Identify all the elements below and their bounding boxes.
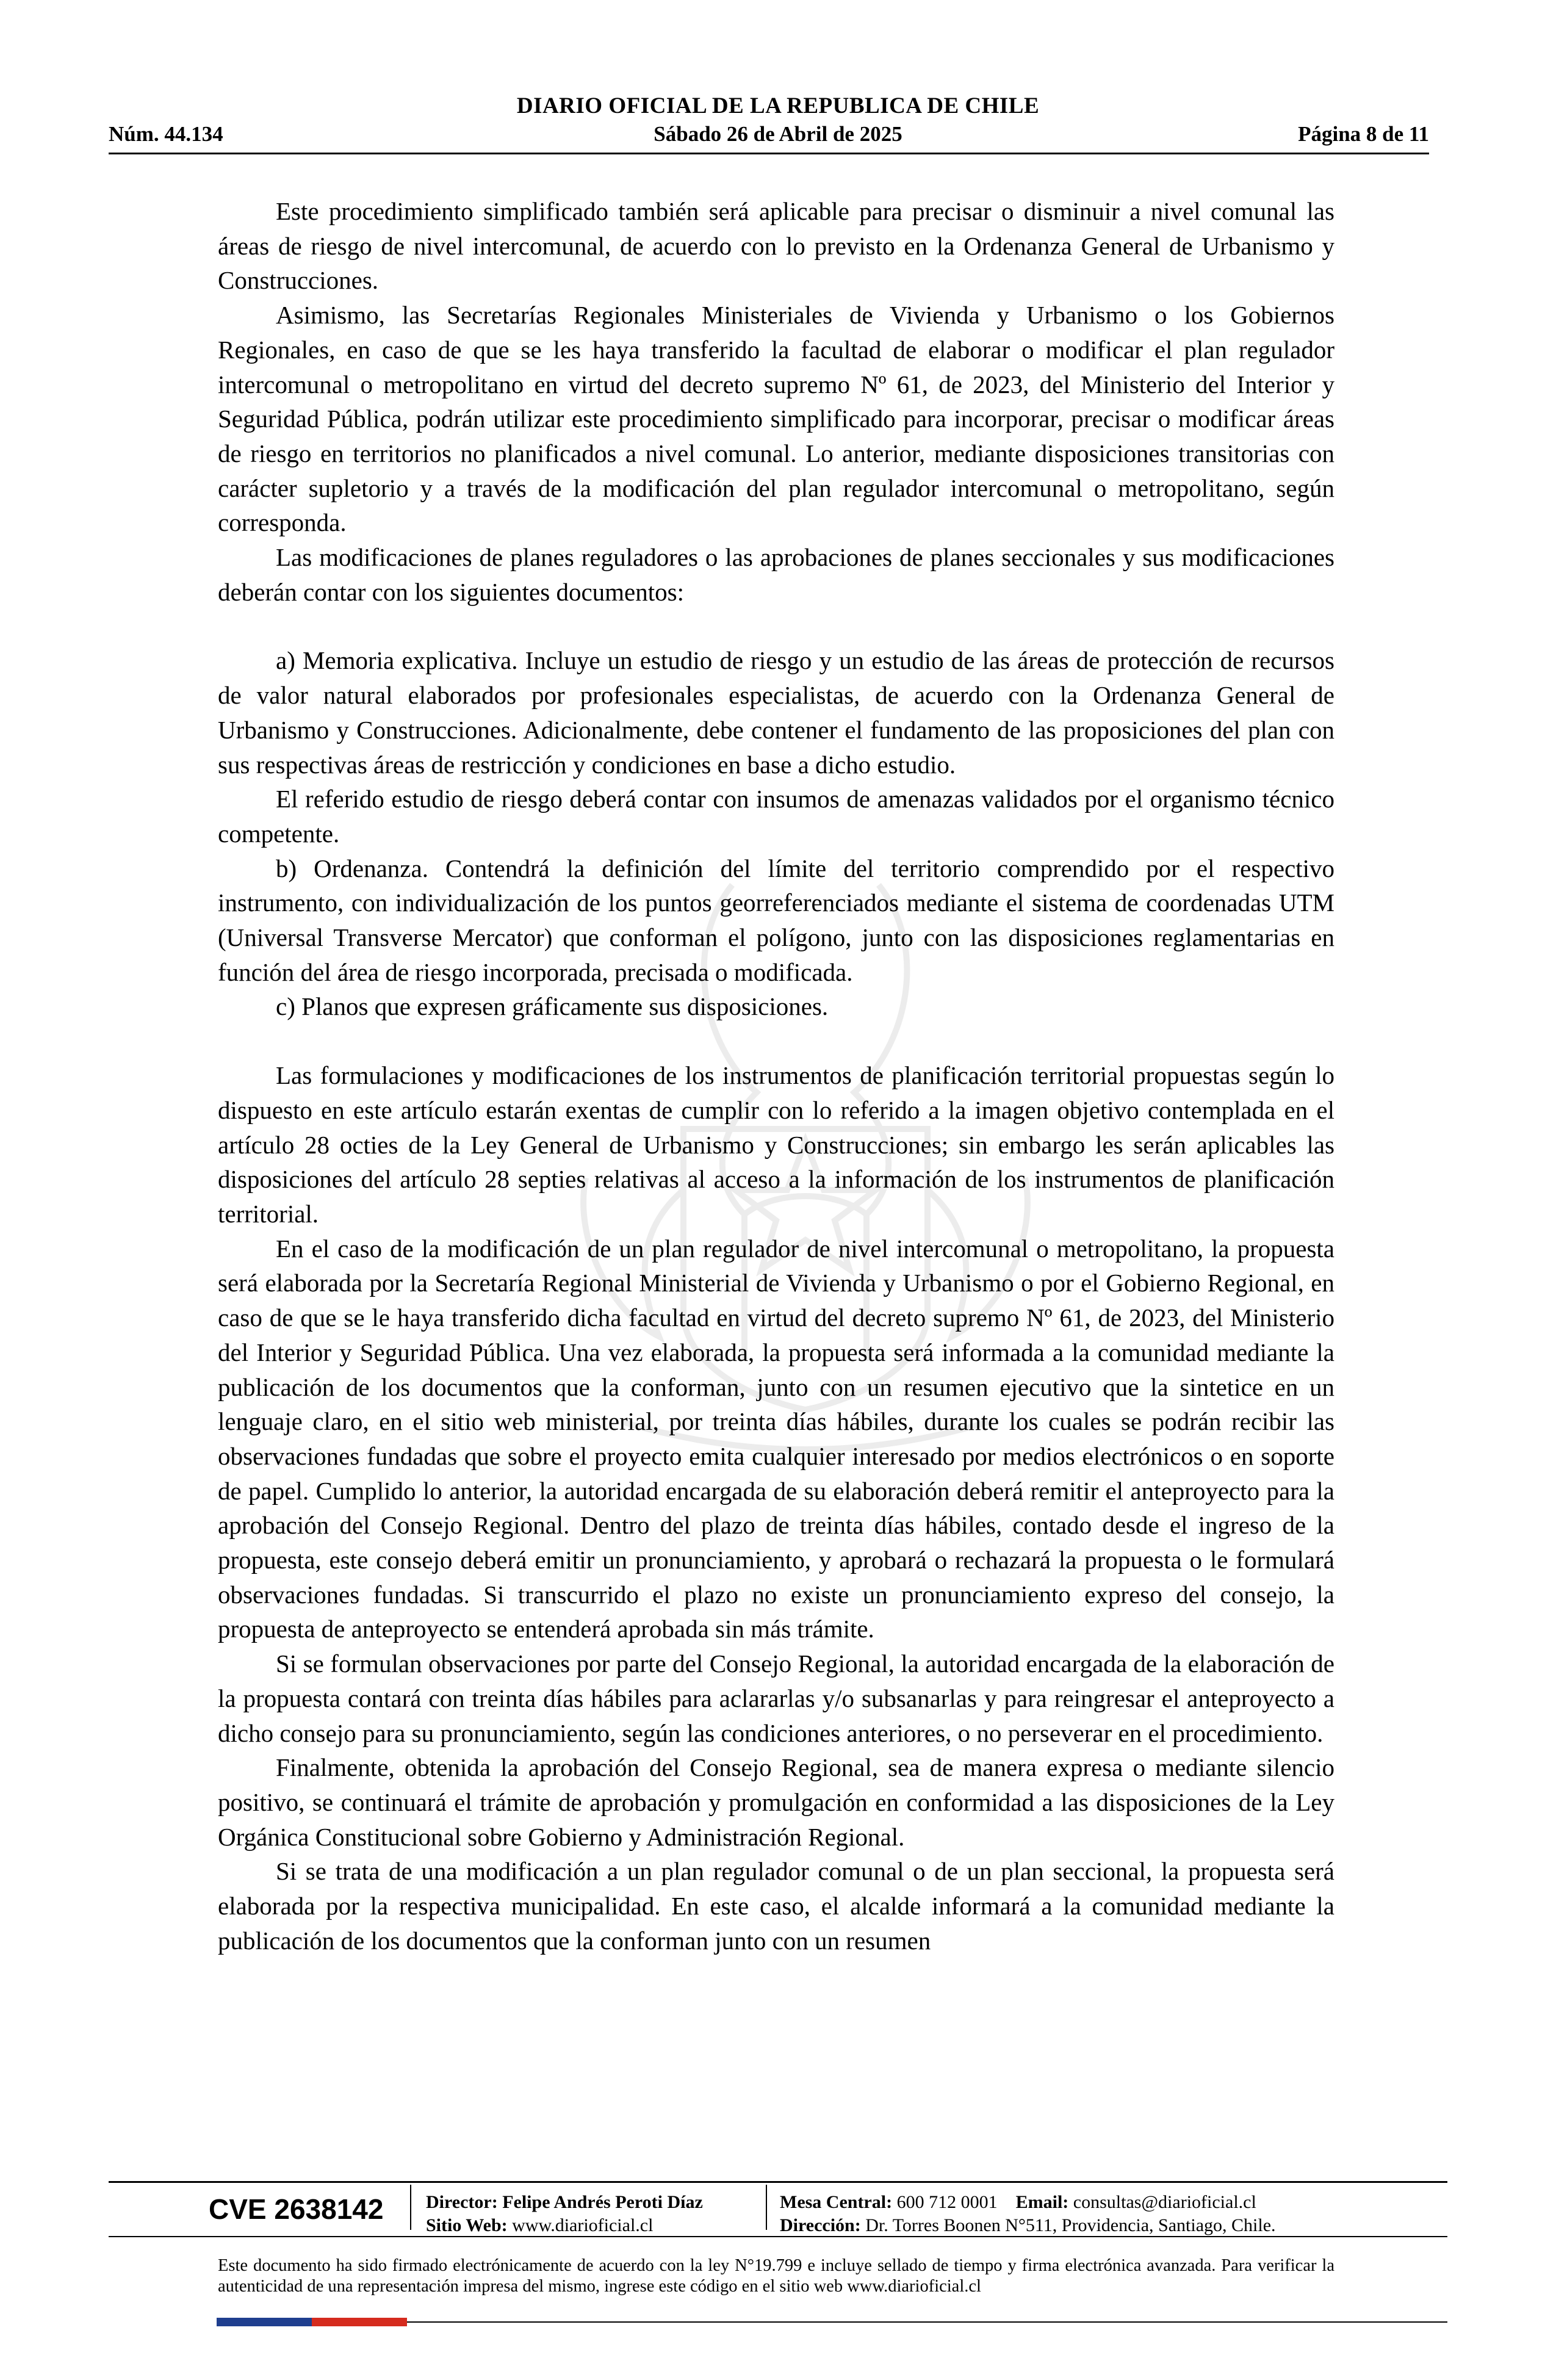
email-label: Email:	[1015, 2192, 1069, 2212]
flag-stripe	[217, 2318, 407, 2326]
email-link[interactable]: consultas@diarioficial.cl	[1073, 2192, 1256, 2212]
director-name: Felipe Andrés Peroti Díaz	[502, 2192, 703, 2212]
footer-separator	[766, 2185, 767, 2230]
footer-director-block	[426, 2191, 703, 2237]
flag-blue-stripe	[217, 2318, 312, 2326]
footer-divider-bottom	[407, 2321, 1447, 2323]
address-label: Dirección:	[780, 2215, 861, 2235]
page-number: Página 8 de 11	[1298, 122, 1429, 146]
address-value: Dr. Torres Boonen N°511, Providencia, Santiago, Chile.	[865, 2215, 1276, 2235]
footer-divider-top	[109, 2181, 1447, 2183]
paragraph: Si se formulan observaciones por parte del Consejo Regional, la autoridad encargada de la elaboración de la propuesta contará con treinta días hábiles para aclararlas y/o subsanarlas y para reingresar el anteproyecto a dicho consejo para su pronunciamiento, según las condiciones anteriores, o no perseverar en el procedimiento.	[218, 1650, 1334, 1747]
mesa-label: Mesa Central:	[780, 2192, 893, 2212]
footer-separator	[410, 2185, 411, 2230]
paragraph: b) Ordenanza. Contendrá la definición del límite del territorio comprendido por el respectivo instrumento, con individualización de los puntos georreferenciados mediante el sistema de coordenadas UTM (Universal Transverse Mercator) que conforman el polígono, junto con las disposiciones reglamentarias en función del área de riesgo incorporada, precisada o modificada.	[218, 854, 1334, 986]
footer-divider-mid	[109, 2236, 1447, 2237]
paragraph: En el caso de la modificación de un plan regulador de nivel intercomunal o metropolitano, la propuesta será elaborada por la Secretaría Regional Ministerial de Vivienda y Urbanismo o por el Gobierno Regional, en caso de que se le haya transferido dicha facultad en virtud del decreto supremo Nº 61, de 2023, del Ministerio del Interior y Seguridad Pública. Una vez elaborada, la propuesta será informada a la comunidad mediante la publicación de los documentos que la conforman, junto con un resumen ejecutivo que la sintetice en un lenguaje claro, en el sitio web ministerial, por treinta días hábiles, durante los cuales se podrán recibir las observaciones fundadas que sobre el proyecto emita cualquier interesado por medios electrónicos o en soporte de papel. Cumplido lo anterior, la autoridad encargada de su elaboración deberá remitir el anteproyecto para la aprobación del Consejo Regional. Dentro del plazo de treinta días hábiles, contado desde el ingreso de la propuesta, este consejo deberá emitir un pronunciamiento, y aprobará o rechazará la propuesta o le formulará observaciones fundadas. Si transcurrido el plazo no existe un pronunciamiento expreso del consejo, la propuesta de anteproyecto se entenderá aprobada sin más trámite.	[218, 1234, 1334, 1643]
paragraph: c) Planos que expresen gráficamente sus disposiciones.	[276, 992, 829, 1021]
paragraph: Las formulaciones y modificaciones de los instrumentos de planificación territorial propuestas según lo dispuesto en este artículo estarán exentas de cumplir con lo referido a la imagen objetivo contemplada en el artículo 28 octies de la Ley General de Urbanismo y Construcciones; sin embargo les serán aplicables las disposiciones del artículo 28 septies relativas al acceso a la información de los instrumentos de planificación territorial.	[218, 1061, 1334, 1228]
issue-number: Núm. 44.134	[109, 122, 223, 146]
paragraph: Finalmente, obtenida la aprobación del Consejo Regional, sea de manera expresa o mediante silencio positivo, se continuará el trámite de aprobación y promulgación en conformidad a las disposiciones de la Ley Orgánica Constitucional sobre Gobierno y Administración Regional.	[218, 1753, 1334, 1851]
site-label: Sitio Web:	[426, 2215, 508, 2235]
newspaper-title: DIARIO OFICIAL DE LA REPUBLICA DE CHILE	[516, 93, 1040, 118]
footer-contact-block	[780, 2191, 1276, 2237]
paragraph: Si se trata de una modificación a un plan regulador comunal o de un plan seccional, la propuesta será elaborada por la respectiva municipalidad. En este caso, el alcalde informará a la comunidad mediante la publicación de los documentos que la conforman junto con un resumen	[218, 1857, 1334, 1955]
director-label: Director:	[426, 2192, 498, 2212]
paragraph: Este procedimiento simplificado también será aplicable para precisar o disminuir a nivel comunal las áreas de riesgo de nivel intercomunal, de acuerdo con lo previsto en la Ordenanza General de Urbanismo y Construcciones.	[218, 197, 1334, 295]
paragraph: Las modificaciones de planes reguladores o las aprobaciones de planes seccionales y sus modificaciones deberán contar con los siguientes documentos:	[218, 543, 1334, 606]
article-body	[218, 194, 1334, 1958]
paragraph: Asimismo, las Secretarías Regionales Ministeriales de Vivienda y Urbanismo o los Gobiernos Regionales, en caso de que se les haya transferido la facultad de elaborar o modificar el plan regulador intercomunal o metropolitano en virtud del decreto supremo Nº 61, de 2023, del Ministerio del Interior y Seguridad Pública, podrán utilizar este procedimiento simplificado para incorporar, precisar o modificar áreas de riesgo en territorios no planificados a nivel comunal. Lo anterior, mediante disposiciones transitorias con carácter supletorio y a través de la modificación del plan regulador intercomunal o metropolitano, según corresponda.	[218, 301, 1334, 537]
header-divider	[109, 153, 1429, 154]
cve-code: CVE 2638142	[209, 2193, 384, 2225]
paragraph: a) Memoria explicativa. Incluye un estudio de riesgo y un estudio de las áreas de protección de recursos de valor natural elaborados por profesionales especialistas, de acuerdo con la Ordenanza General de Urbanismo y Construcciones. Adicionalmente, debe contener el fundamento de las proposiciones del plan con sus respectivas áreas de restricción y condiciones en base a dicho estudio.	[218, 646, 1334, 779]
paragraph: El referido estudio de riesgo deberá contar con insumos de amenazas validados por el organismo técnico competente.	[218, 785, 1334, 848]
site-link[interactable]: www.diarioficial.cl	[512, 2215, 654, 2235]
mesa-phone: 600 712 0001	[896, 2192, 998, 2212]
flag-red-stripe	[312, 2318, 407, 2326]
issue-date: Sábado 26 de Abril de 2025	[654, 122, 902, 146]
signature-notice: Este documento ha sido firmado electrónicamente de acuerdo con la ley N°19.799 e incluye sellado de tiempo y firma electrónica avanzada. Para verificar la autenticidad de una representación impresa del mismo, ingrese este código en el sitio web www.diarioficial.cl	[218, 2256, 1334, 2296]
